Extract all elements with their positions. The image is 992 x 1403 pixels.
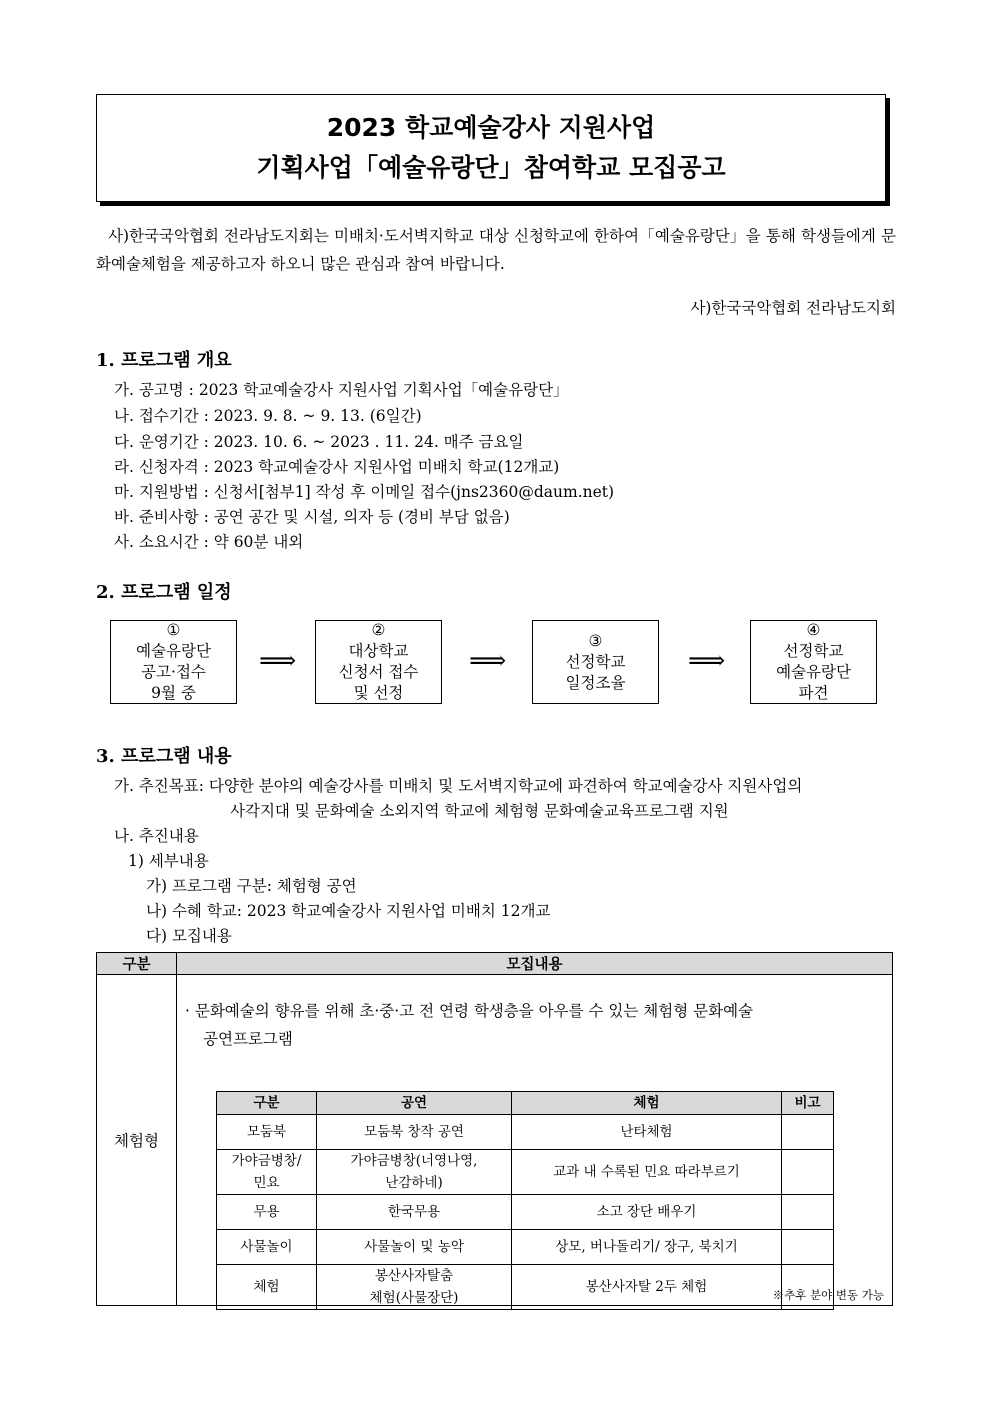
overview-item: 나. 접수기간 : 2023. 9. 8. ~ 9. 13. (6일간) (114, 407, 422, 425)
step-text: 선정학교 (565, 652, 626, 671)
overview-item: 다. 운영기간 : 2023. 10. 6. ~ 2023 . 11. 24. 매주 금요일 (114, 433, 524, 451)
note-cell (782, 1230, 834, 1265)
experience-cell: 상모, 버나돌리기/ 장구, 북치기 (512, 1230, 782, 1265)
table-row (217, 1115, 834, 1150)
table-row (217, 1195, 834, 1230)
column-header: 모집내용 (177, 953, 893, 975)
table-row (217, 1265, 834, 1310)
section2-heading: 2. 프로그램 일정 (96, 582, 232, 603)
step-text: 신청서 접수 (338, 663, 419, 681)
overview-item: 사. 소요시간 : 약 60분 내외 (114, 533, 304, 551)
column-header: 구분 (97, 953, 177, 975)
schedule-step-2 (315, 620, 442, 704)
sub-heading: 나. 추진내용 (114, 827, 199, 845)
title-line-2: 기획사업「예술유랑단」참여학교 모집공고 (256, 153, 726, 182)
performance-cell: 봉산사자탈춤 체험(사물장단) (317, 1265, 512, 1310)
step-number: ② (371, 621, 386, 639)
performance-cell: 한국무용 (317, 1195, 512, 1230)
description-line-2: 공연프로그램 (203, 1030, 293, 1048)
inner-column-header: 체험 (512, 1092, 782, 1115)
intro-paragraph (96, 222, 896, 278)
type-cell: 사물놀이 (217, 1230, 317, 1265)
detail-heading: 1) 세부내용 (128, 852, 209, 870)
step-number: ① (166, 621, 181, 639)
type-cell: 가야금병창/ 민요 (217, 1150, 317, 1195)
step-number: ④ (806, 621, 821, 639)
schedule-step-3 (532, 620, 659, 704)
goal-line-2: 사각지대 및 문화예술 소외지역 학교에 체험형 문화예술교육프로그램 지원 (230, 802, 729, 820)
overview-item: 바. 준비사항 : 공연 공간 및 시설, 의자 등 (경비 부담 없음) (114, 508, 510, 526)
description-line-1: · 문화예술의 향유를 위해 초·중·고 전 연령 학생층을 아우를 수 있는 체험형 문화예술 (185, 1002, 754, 1020)
experience-cell: 봉산사자탈 2두 체험 (512, 1265, 782, 1310)
detail-item: 가) 프로그램 구분: 체험형 공연 (146, 877, 357, 895)
category-cell: 체험형 (97, 975, 177, 1306)
intro-text: 사)한국국악협회 전라남도지회는 미배치·도서벽지학교 대상 신청학교에 한하여「예술유랑단」을 통해 학생들에게 문화예술체험을 제공하고자 하오니 많은 관심과 참여 바랍니다. (96, 227, 896, 273)
type-cell: 무용 (217, 1195, 317, 1230)
inner-column-header: 공연 (317, 1092, 512, 1115)
section1-heading: 1. 프로그램 개요 (96, 350, 232, 371)
schedule-step-4 (750, 620, 877, 704)
type-cell: 체험 (217, 1265, 317, 1310)
goal-line-1: 가. 추진목표: 다양한 분야의 예술강사를 미배치 및 도서벽지학교에 파견하여 학교예술강사 지원사업의 (114, 777, 803, 795)
content-cell (177, 975, 893, 1306)
table-row (217, 1150, 834, 1195)
step-text: 9월 중 (151, 684, 196, 702)
performance-cell: 모둠북 창작 공연 (317, 1115, 512, 1150)
overview-item: 가. 공고명 : 2023 학교예술강사 지원사업 기획사업「예술유랑단」 (114, 381, 569, 399)
title-line-1: 2023 학교예술강사 지원사업 (326, 113, 656, 142)
detail-item: 다) 모집내용 (146, 927, 232, 945)
schedule-step-1 (110, 620, 237, 704)
note-cell (782, 1150, 834, 1195)
note-cell (782, 1115, 834, 1150)
detail-item: 나) 수혜 학교: 2023 학교예술강사 지원사업 미배치 12개교 (146, 902, 551, 920)
experience-cell: 교과 내 수록된 민요 따라부르기 (512, 1150, 782, 1195)
step-text: 파견 (798, 684, 829, 702)
overview-item: 라. 신청자격 : 2023 학교예술강사 지원사업 미배치 학교(12개교) (114, 458, 560, 476)
step-text: 일정조율 (565, 673, 626, 692)
table-row (217, 1230, 834, 1265)
experience-cell: 난타체험 (512, 1115, 782, 1150)
arrow-icon: ⟹ (259, 646, 297, 676)
performance-cell: 가야금병창(너영나영, 난감하네) (317, 1150, 512, 1195)
performance-cell: 사물놀이 및 농악 (317, 1230, 512, 1265)
experience-cell: 소고 장단 배우기 (512, 1195, 782, 1230)
note-cell (782, 1195, 834, 1230)
arrow-icon: ⟹ (469, 646, 507, 676)
section3-heading: 3. 프로그램 내용 (96, 746, 232, 767)
step-text: 대상학교 (348, 642, 409, 660)
step-number: ③ (588, 631, 603, 650)
inner-column-header: 구분 (217, 1092, 317, 1115)
footnote: ※추후 분야 변동 가능 (772, 1288, 884, 1302)
step-text: 공고·접수 (141, 663, 206, 681)
organization-signature: 사)한국국악협회 전라남도지회 (690, 299, 896, 317)
arrow-icon: ⟹ (688, 646, 726, 676)
type-cell: 모둠북 (217, 1115, 317, 1150)
recruitment-table (96, 952, 893, 1306)
overview-item: 마. 지원방법 : 신청서[첨부1] 작성 후 이메일 접수(jns2360@daum.net) (114, 483, 615, 501)
step-text: 예술유랑단 (136, 642, 211, 660)
inner-column-header: 비고 (782, 1092, 834, 1115)
program-table (216, 1091, 834, 1310)
title-box (96, 94, 886, 202)
content-description (185, 997, 885, 1053)
step-text: 예술유랑단 (776, 663, 851, 681)
step-text: 및 선정 (353, 684, 404, 702)
step-text: 선정학교 (783, 642, 844, 660)
